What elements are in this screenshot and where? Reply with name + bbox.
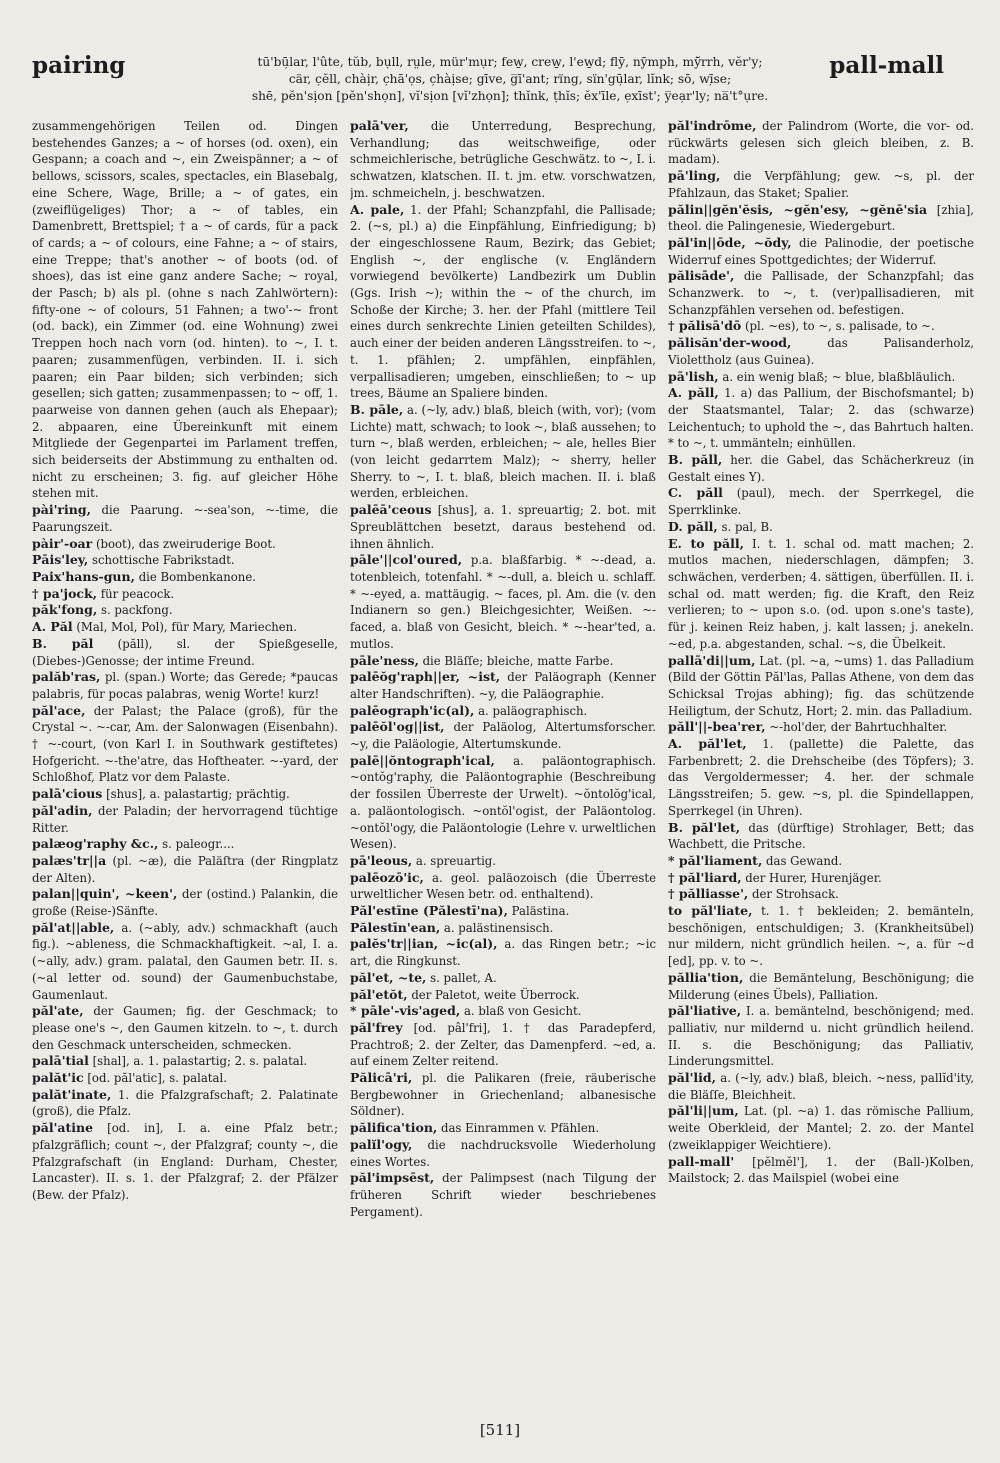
dictionary-entry	[668, 736, 974, 820]
entry-headword: palēŏg'raph||er, ~ist,	[350, 669, 501, 685]
dictionary-entry	[32, 552, 338, 569]
right-guide-word: pall-mall	[829, 52, 944, 79]
entry-definition: a. das Ringen betr.; ~ic art, die Ringkunst.	[350, 937, 656, 969]
dictionary-entry	[668, 886, 974, 903]
entry-headword: palā'cious	[32, 786, 103, 802]
entry-headword: pā'ling,	[668, 168, 721, 184]
pronunciation-key-line: shē, pĕn'sịon [pĕn'shọn], vĭ'sịon [vĭ'zhọn]; thĭnk, ṭhĭs; ĕx'īle, e̦xīst'; y̅ea̦r'ly; na̅'t°ụre.	[251, 89, 769, 103]
dictionary-entry	[32, 1070, 338, 1087]
entry-headword: B. păll,	[668, 452, 723, 468]
dictionary-entry	[350, 853, 656, 870]
entry-definition: die Bemäntelung, Beschönigung; die Milderung (eines Übels), Palliation.	[668, 970, 974, 1002]
dictionary-entry	[668, 853, 974, 870]
entry-definition: die Unterredung, Besprechung, Verhandlung; das weitschweifige, oder schmeichlerische, betrügliche Geschwätz. to ~, I. i. schwatzen, klatschen. II. t. jm. etw. vorschwatzen, jm. schmeicheln, j. beschwatzen.	[350, 119, 656, 200]
dictionary-entry	[350, 1070, 656, 1120]
entry-headword: pā'lish,	[668, 368, 719, 384]
dictionary-entry	[350, 202, 656, 402]
entry-definition: die Bläſſe; bleiche, matte Farbe.	[422, 653, 614, 668]
entry-definition: [pĕlmĕl'], 1. der (Ball-)Kolben, Mailstock; 2. das Mailspiel (wobei eine	[668, 1154, 974, 1186]
dictionary-entry	[668, 369, 974, 386]
entry-definition: schottische Fabrikstadt.	[91, 553, 235, 568]
entry-headword: pāle'ness,	[350, 652, 419, 668]
entry-definition: (paul), mech. der Sperrkegel, die Sperrklinke.	[668, 486, 974, 518]
dictionary-entry	[668, 318, 974, 335]
dictionary-entry	[668, 1070, 974, 1103]
entry-headword: Păl'estīne (Pălestī'na),	[350, 903, 508, 919]
entry-definition: (păll), sl. der Spießgeselle, (Diebes-)Genosse; der intime Freund.	[32, 636, 338, 668]
entry-headword: pāle'||col'oured,	[350, 552, 463, 568]
entry-headword: palan||quin', ~keen',	[32, 886, 178, 902]
dictionary-entry	[668, 903, 974, 970]
entry-definition: 1. a) das Pallium, der Bischofsmantel; b) der Staatsmantel, Talar; 2. das (schwarze) Leichentuch; to uphold the ~, das Bahrtuch halten. * to ~, t. ummänteln; einhüllen.	[668, 386, 974, 451]
entry-definition: die Verpfählung; gew. ~s, pl. der Pfahlzaun, das Staket; Spalier.	[668, 169, 974, 200]
entry-definition: der Palast; the Palace (groß), für the Crystal ~. ~-car, Am. der Salonwagen (Eisenbahn). † ~-court, (von Karl I. in Southwark gestiftetes) Hofgericht. ~-the'atre, das Hoftheater. ~-yard, der Schloßhof, Platz vor dem Palaste.	[32, 703, 338, 785]
entry-definition: die nachdrucksvolle Wiederholung eines Wortes.	[350, 1137, 656, 1169]
dictionary-entry	[32, 1053, 338, 1070]
entry-definition: der (ostind.) Palankin, die große (Reise-)Sänfte.	[32, 887, 338, 919]
entry-definition: pl. (span.) Worte; das Gerede; *paucas palabris, für pocas palabras, wenig Worte! kurz!	[32, 670, 338, 701]
dictionary-entry	[32, 586, 338, 603]
entry-definition: p.a. blaßfarbig. * ~-dead, a. totenbleich, totenfahl. * ~-dull, a. bleich u. schlaff. * ~-eyed, a. mattäugig. ~ faces, pl. Am. die (v. den Indianern so gen.) Bleichgesichter, Weißen. ~-faced, a. blaß von Gesicht, bleich. * ~-hear'ted, a. mutlos.	[350, 553, 656, 651]
dictionary-entry	[32, 536, 338, 553]
entry-headword: † pălliasse',	[668, 886, 749, 902]
entry-definition: der Palimpsest (nach Tilgung der früheren Schrift wieder beschriebenes Pergament).	[350, 1171, 656, 1219]
entry-definition: der Paläograph (Kenner alter Handschriften). ~y, die Paläographie.	[350, 670, 656, 701]
entry-headword: păll'||-bea'rer,	[668, 719, 766, 735]
entry-headword: Paix'hans-gun,	[32, 568, 135, 584]
dictionary-entry	[668, 385, 974, 452]
entry-headword: † păl'liard,	[668, 869, 742, 885]
entry-headword: A. păl'let,	[668, 736, 747, 752]
entry-definition: a. paläographisch.	[478, 703, 588, 718]
entry-definition: 1. (pallette) die Palette, das Farbenbrett; 2. die Drehscheibe (des Töpfers); 3. das Vergoldermesser; 4. her. der schmale Längsstreifen; 5. gew. ~s, pl. die Spindellappen, Sperrkegel (in Uhren).	[668, 737, 974, 818]
entry-definition: a. paläontographisch. ~ontŏg'raphy, die Paläontographie (Beschreibung der fossilen Überreste der Urwelt). ~ŏntolŏg'ical, a. paläontologisch. ~ontŏl'ogist, der Paläontolog. ~ontŏl'ogy, die Paläontologie (Lehre v. urweltlichen Wesen).	[350, 753, 656, 852]
entry-definition: I. a. bemäntelnd, beschönigend; med. palliativ, nur mildernd u. nicht gründlich heilend. II. s. die Beschönigung; das Palliativ, Linderungsmittel.	[668, 1004, 974, 1069]
entry-definition: 1. der Pfahl; Schanzpfahl, die Pallisade; 2. (~s, pl.) a) die Einpfählung, Einfriedigung; b) der eingeschlossene Raum, Bezirk; das Gebiet; English ~, der englische (v. Engländern vorwiegend bevölkerte) Landbezirk um Dublin (Ggs. Irish ~); within the ~ of the church, im Schoße der Kirche; 3. her. der Pfahl (mittlere Teil eines durch senkrechte Linien geteilten Schildes), auch einer der beiden anderen Längsstreifen. to ~, t. 1. pfählen; 2. umpfählen, einpfählen, verpallisadieren; umgeben, einschließen; to ~ up trees, Bäume an Spaliere binden.	[350, 202, 656, 401]
entry-headword: palăt'ic	[32, 1070, 84, 1086]
entry-definition: das (dürftige) Strohlager, Bett; das Wachbett, die Pritsche.	[668, 820, 974, 852]
dictionary-entry	[350, 870, 656, 903]
column-right	[668, 118, 974, 1402]
entry-definition: a. ein wenig blaß; ~ blue, blaßbläulich.	[722, 369, 956, 384]
entry-headword: palĕs'tr||ian, ~ic(al),	[350, 936, 498, 952]
entry-headword: pall-mall'	[668, 1153, 735, 1169]
entry-definition: die Bombenkanone.	[138, 569, 256, 584]
entry-definition: der Gaumen; fig. der Geschmack; to please one's ~, den Gaumen kitzeln. to ~, t. durch den Geschmack unterscheiden, schmecken.	[32, 1004, 338, 1052]
entry-headword: C. păll	[668, 485, 723, 501]
entry-definition: [shal], a. 1. palastartig; 2. s. palatal.	[92, 1054, 308, 1069]
dictionary-entry	[32, 786, 338, 803]
dictionary-entry	[350, 1003, 656, 1020]
entry-definition: a. blaß von Gesicht.	[463, 1004, 582, 1019]
columns	[32, 118, 974, 1402]
entry-headword: palăb'ras,	[32, 669, 101, 685]
entry-headword: A. păll,	[668, 385, 719, 401]
entry-headword: păl'impsēst,	[350, 1170, 435, 1186]
dictionary-entry	[32, 1087, 338, 1120]
entry-headword: păl'et, ~te,	[350, 969, 427, 985]
entry-headword: pălisāde',	[668, 268, 735, 284]
entry-definition: die Paarung. ~-sea'son, ~-time, die Paarungszeit.	[32, 503, 338, 534]
entry-headword: păl'ace,	[32, 702, 86, 718]
dictionary-entry	[350, 669, 656, 702]
entry-headword: A. Păl	[32, 619, 73, 635]
dictionary-entry	[32, 619, 338, 636]
entry-definition: für peacock.	[100, 586, 175, 601]
entry-headword: B. păl'let,	[668, 819, 741, 835]
dictionary-entry	[350, 118, 656, 202]
dictionary-entry	[350, 1020, 656, 1070]
entry-headword: pài'ring,	[32, 502, 91, 518]
entry-headword: păl'adin,	[32, 802, 93, 818]
dictionary-entry	[32, 118, 338, 502]
entry-definition: her. die Gabel, das Schächerkreuz (in Gestalt eines Y).	[668, 453, 974, 484]
entry-headword: păl'indrōme,	[668, 118, 757, 133]
entry-headword: D. păll,	[668, 518, 718, 534]
dictionary-entry	[668, 235, 974, 268]
entry-definition: a. spreuartig.	[415, 853, 497, 868]
entry-definition: [zhia], theol. die Palingenesie, Wiedergeburt.	[668, 202, 974, 234]
entry-definition: das Palisanderholz, Violettholz (aus Guinea).	[668, 336, 974, 367]
entry-headword: păllia'tion,	[668, 969, 744, 985]
entry-definition: zusammengehörigen Teilen od. Dingen bestehendes Ganzes; a ~ of horses (od. oxen), ein Gespann; a coach and ~, ein Zweispänner; a ~ of bellows, scissors, scales, spectacles, ein Blasebalg, eine Schere, Wage, Brille; a ~ of gates, ein (zweiflügeliges) Thor; a ~ of tables, ein Damenbrett, Brettspiel; † a ~ of cards, für a pack of cards; a ~ of colours, eine Fahne; a ~ of stairs, eine Treppe; that's another ~ of boots (od. of shoes), das ist eine ganz andere Sache; ~ royal, der Pasch; b) als pl. (ohne s nach Zahlwörtern): fifty-one ~ of colours, 51 Fahnen; a two'-~ front (od. back), ein Zimmer (od. eine Wohnung) zwei Treppen hoch nach vorn (od. hinten). to ~, I. t. paaren; zusammenfügen, verbinden. II. i. sich paaren; ein Paar bilden; sich verbinden; sich gesellen; sich gatten; zusammenpassen; to ~ off, 1. paarweise von dannen gehen (auch als Ehepaar); 2. abpaaren, eine Übereinkunft mit einem Mitgliede der Gegenpartei im Parlament treffen, sich beiderseits der Abstimmung zu enthalten od. nicht zu erscheinen; 3. fig. auf gleicher Höhe stehen mit.	[32, 119, 338, 501]
entry-definition: die Palinodie, der poetische Widerruf eines Spottgedichtes; der Widerruf.	[668, 235, 974, 267]
dictionary-entry	[668, 1003, 974, 1070]
entry-definition: Lat. (pl. ~a) 1. das römische Pallium, weite Oberkleid, der Mantel; 2. zo. der Mantel (zweiklappiger Weichtiere).	[668, 1104, 974, 1152]
entry-definition: a. (~ably, adv.) schmackhaft (auch fig.). ~ableness, die Schmackhaftigkeit. ~al, I. a. (~ally, adv.) gram. palatal, den Gaumen betr. II. s. (~al letter od. sound) der Gaumenbuchstabe, Gaumenlaut.	[32, 920, 338, 1002]
entry-headword: * păl'liament,	[668, 852, 763, 868]
entry-headword: palēograph'ic(al),	[350, 702, 475, 718]
dictionary-entry	[32, 836, 338, 853]
entry-definition: Lat. (pl. ~a, ~ums) 1. das Palladium (Bild der Göttin Păl'las, Pallas Athene, von dem das Schicksal Trojas abhing); fig. das schützende Heiligtum, der Schutz, Hort; 2. min. das Palladium.	[668, 653, 974, 718]
entry-headword: pălisăn'der-wood,	[668, 335, 792, 351]
entry-headword: pălifica'tion,	[350, 1120, 438, 1136]
dictionary-entry	[350, 920, 656, 937]
dictionary-entry	[350, 552, 656, 652]
entry-headword: păk'fong,	[32, 602, 98, 618]
dictionary-entry	[350, 987, 656, 1004]
entry-definition: [od. in], I. a. eine Pfalz betr.; pfalzgräflich; count ~, der Pfalzgraf; county ~, die Pfalzgrafschaft (in England: Durham, Chester, Lancaster). II. s. 1. der Pfalzgraf; 2. der Pfälzer (Bew. der Pfalz).	[32, 1121, 338, 1202]
entry-headword: păl'lid,	[668, 1070, 717, 1086]
entry-definition: die Pallisade, der Schanzpfahl; das Schanzwerk. to ~, t. (ver)pallisadieren, mit Schanzpfählen versehen od. befestigen.	[668, 269, 974, 317]
dictionary-entry	[668, 335, 974, 368]
dictionary-entry	[668, 1154, 974, 1187]
entry-definition: 1. die Pfalzgrafschaft; 2. Palatinate (groß), die Pfalz.	[32, 1087, 338, 1119]
entry-definition: pl. die Palikaren (freie, räuberische Bergbewohner in Griechenland; albanesische Söldner).	[350, 1071, 656, 1119]
dictionary-entry	[668, 202, 974, 235]
dictionary-entry	[32, 602, 338, 619]
dictionary-entry	[668, 452, 974, 485]
dictionary-entry	[32, 886, 338, 919]
entry-definition: der Paladin; der hervorragend tüchtige Ritter.	[32, 803, 338, 835]
dictionary-entry	[350, 970, 656, 987]
entry-definition: (boot), das zweiruderige Boot.	[95, 536, 276, 551]
dictionary-entry	[32, 569, 338, 586]
dictionary-entry	[32, 669, 338, 702]
entry-definition: s. packfong.	[100, 603, 173, 618]
page-header	[0, 0, 1000, 118]
entry-headword: B. pāle,	[350, 401, 404, 417]
entry-definition: [shus], a. palastartig; prächtig.	[106, 787, 290, 802]
entry-definition: der Hurer, Hurenjäger.	[745, 870, 882, 885]
entry-headword: palēozō'ic,	[350, 869, 424, 885]
entry-definition: a. geol. paläozoisch (die Überreste urweltlicher Wesen betr. od. enthaltend).	[350, 870, 656, 902]
entry-headword: Pălicā'ri,	[350, 1070, 413, 1086]
entry-definition: (pl. ~es), to ~, s. palisade, to ~.	[745, 319, 935, 334]
dictionary-entry	[668, 870, 974, 887]
entry-headword: † pălisā'dō	[668, 318, 742, 334]
entry-headword: palēā'ceous	[350, 502, 432, 518]
dictionary-entry	[32, 853, 338, 886]
entry-definition: s. paleogr....	[162, 837, 235, 852]
entry-definition: das Gewand.	[766, 853, 843, 868]
dictionary-entry	[350, 402, 656, 502]
entry-headword: Pāis'ley,	[32, 552, 89, 568]
entry-headword: palæs'tr||a	[32, 852, 107, 868]
dictionary-entry	[350, 703, 656, 720]
entry-headword: Pălestīn'ean,	[350, 919, 441, 935]
entry-headword: păl'ate,	[32, 1003, 84, 1019]
entry-headword: păl'etŏt,	[350, 986, 408, 1002]
pronunciation-key	[200, 54, 820, 105]
entry-headword: păl'in||ōde, ~ŏdy,	[668, 234, 792, 250]
entry-headword: păl'frey	[350, 1019, 403, 1035]
entry-headword: palā'ver,	[350, 118, 409, 133]
dictionary-entry	[32, 803, 338, 836]
entry-definition: der Strohsack.	[752, 887, 839, 902]
entry-definition: s. pal, B.	[721, 519, 773, 534]
entry-definition: das Einrammen v. Pfählen.	[440, 1121, 600, 1136]
entry-headword: to păl'liate,	[668, 903, 753, 919]
entry-headword: palā'tial	[32, 1053, 89, 1069]
dictionary-entry	[668, 653, 974, 720]
dictionary-entry	[32, 502, 338, 535]
entry-headword: * pāle'-vis'aged,	[350, 1003, 461, 1019]
entry-definition: a. palästinensisch.	[443, 920, 554, 935]
dictionary-entry	[350, 653, 656, 670]
dictionary-entry	[350, 936, 656, 969]
entry-definition: ~-hol'der, der Bahrtuchhalter.	[769, 720, 948, 735]
entry-definition: t. 1. † bekleiden; 2. bemänteln, beschönigen, entschuldigen; 3. (Krankheitsübel) nur mildern, nicht gründlich heilen. ~, a. für ~d [ed], pp. v. to ~.	[668, 904, 974, 969]
dictionary-entry	[350, 719, 656, 752]
entry-headword: palæog'raphy &c.,	[32, 836, 159, 852]
entry-headword: palĭl'ogy,	[350, 1136, 413, 1152]
entry-headword: pălin||gĕn'ĕsis, ~gĕn'esy, ~gĕnē'sia	[668, 201, 928, 217]
entry-definition: Palästina.	[511, 904, 570, 919]
dictionary-entry	[668, 485, 974, 518]
entry-definition: (pl. ~æ), die Paläſtra (der Ringplatz der Alten).	[32, 853, 338, 885]
entry-headword: † pa'jock,	[32, 585, 98, 601]
dictionary-entry	[32, 920, 338, 1004]
entry-headword: păl'at||able,	[32, 919, 115, 935]
entry-definition: a. (~ly, adv.) blaß, bleich (with, vor); (vom Lichte) matt, schwach; to look ~, blaß aussehen; to turn ~, blaß werden, erbleichen; ~ ale, helles Bier (von leicht gedarrtem Malz); ~ sherry, heller Sherry. to ~, I. t. blaß, bleich machen. II. i. blaß werden, erbleichen.	[350, 402, 656, 501]
column-middle	[350, 118, 656, 1402]
entry-definition: (Mal, Mol, Pol), für Mary, Mariechen.	[76, 620, 297, 635]
pronunciation-key-line: tū'bū̦lar, l'ûte, tŭb, bụll, rṳle, mür'mụr; few̱, crew̱, l'ew̱d; flȳ, nȳmph, mȳ̆rrh, vĕr'y;	[257, 55, 763, 69]
dictionary-entry	[668, 519, 974, 536]
entry-definition: der Paletot, weite Überrock.	[411, 987, 580, 1002]
entry-headword: pallā'di||um,	[668, 652, 756, 668]
entry-headword: palēŏl'og||ist,	[350, 719, 445, 735]
entry-definition: [shus], a. 1. spreuartig; 2. bot. mit Spreublättchen besetzt, daraus bestehend od. ihnen ähnlich.	[350, 503, 656, 551]
dictionary-entry	[668, 168, 974, 201]
dictionary-entry	[350, 1120, 656, 1137]
entry-headword: pàir'-oar	[32, 535, 93, 551]
entry-headword: palăt'inate,	[32, 1086, 112, 1102]
dictionary-entry	[350, 502, 656, 552]
column-left	[32, 118, 338, 1402]
entry-headword: A. pale,	[350, 201, 405, 217]
entry-headword: păl'li||um,	[668, 1103, 739, 1119]
entry-definition: I. t. 1. schal od. matt machen; 2. mutlos machen, niederschlagen, dämpfen; 3. schwächen, verderben; 4. sättigen, überfüllen. II. i. schal od. matt werden; fig. die Kraft, den Reiz verlieren; to ~ upon s.o. (od. upon s.one's taste), für j. keinen Reiz haben, j. kalt lassen; j. anekeln. ~ed, p.a. abgestanden, schal. ~s, die Übelkeit.	[668, 536, 974, 651]
dictionary-entry	[32, 1003, 338, 1053]
page-number: [511]	[479, 1421, 521, 1439]
dictionary-entry	[668, 118, 974, 168]
entry-definition: [od. păl'atic], s. palatal.	[87, 1071, 227, 1086]
dictionary-entry	[668, 536, 974, 653]
dictionary-entry	[350, 1170, 656, 1220]
dictionary-entry	[32, 1120, 338, 1204]
entry-definition: a. (~ly, adv.) blaß, bleich. ~ness, pallĭd'ity, die Bläſſe, Bleichheit.	[668, 1071, 974, 1102]
entry-headword: B. păl	[32, 635, 94, 651]
dictionary-entry	[350, 903, 656, 920]
dictionary-entry	[350, 753, 656, 853]
dictionary-entry	[668, 970, 974, 1003]
entry-headword: palē||ŏntograph'ical,	[350, 752, 495, 768]
entry-headword: pā'leous,	[350, 852, 413, 868]
dictionary-entry	[32, 703, 338, 787]
entry-definition: der Paläolog, Altertumsforscher. ~y, die Paläologie, Altertumskunde.	[350, 720, 656, 752]
entry-definition: s. pallet, A.	[430, 970, 497, 985]
dictionary-entry	[668, 719, 974, 736]
entry-definition: der Palindrom (Worte, die vor- od. rückwärts gelesen sich gleich bleiben, z. B. madam).	[668, 119, 974, 167]
dictionary-entry	[32, 636, 338, 669]
dictionary-entry	[668, 820, 974, 853]
entry-headword: păl'atine	[32, 1120, 94, 1136]
entry-headword: păl'liative,	[668, 1003, 742, 1019]
pronunciation-key-line: cär, c̦ĕll, chàịr, c̦hā'ọs, c̦hàịse; gīve, g̅ī'ant; rïng, sïn'gū̦lar, lĭnk; sō, wī̦se;	[288, 72, 732, 86]
entry-definition: [od. pâl'fri], 1. † das Paradepferd, Prachtroß; 2. der Zelter, das Damenpferd. ~ed, a. auf einem Zelter reitend.	[350, 1020, 656, 1069]
dictionary-entry	[350, 1137, 656, 1170]
dictionary-entry	[668, 268, 974, 318]
entry-headword: E. to păll,	[668, 535, 744, 551]
left-guide-word: pairing	[32, 52, 126, 79]
dictionary-entry	[668, 1103, 974, 1153]
